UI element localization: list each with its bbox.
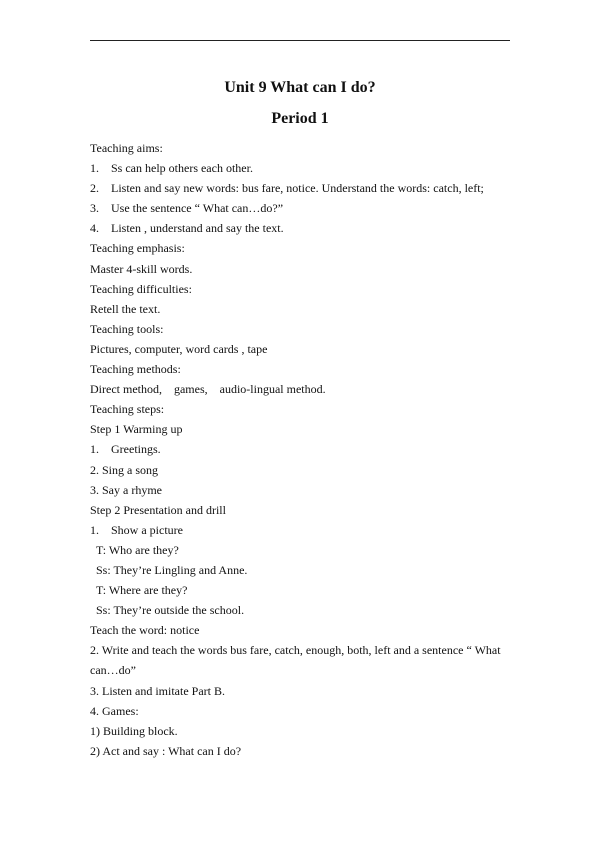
line-text: Use the sentence “ What can…do?”	[111, 201, 284, 216]
header-rule	[90, 40, 510, 41]
line-text: T: Where are they?	[96, 583, 188, 598]
text-line	[90, 640, 514, 680]
line-text: Teaching methods:	[90, 362, 181, 377]
list-number: 4.	[90, 221, 99, 236]
line-text: Teach the word: notice	[90, 623, 200, 638]
line-text: Show a picture	[111, 522, 183, 537]
text-line	[90, 580, 514, 600]
text-line	[90, 520, 514, 540]
text-line	[90, 218, 514, 238]
text-line	[90, 198, 514, 218]
line-text: 1) Building block.	[90, 723, 178, 738]
period-title: Period 1	[271, 110, 329, 127]
line-text: Direct method, games, audio-lingual method.	[90, 382, 326, 397]
list-number: 1.	[90, 522, 99, 537]
line-text: Step 1 Warming up	[90, 422, 183, 437]
text-line	[90, 500, 514, 520]
text-line	[90, 319, 514, 339]
line-text: 4. Games:	[90, 703, 139, 718]
text-line	[90, 600, 514, 620]
text-line	[90, 741, 514, 761]
line-text: Teaching emphasis:	[90, 241, 185, 256]
list-number: 1.	[90, 442, 99, 457]
line-text: Listen , understand and say the text.	[111, 221, 284, 236]
lesson-plan-body	[90, 138, 514, 761]
line-text: Ss can help others each other.	[111, 161, 253, 176]
line-text: T: Who are they?	[96, 542, 179, 557]
text-line	[90, 359, 514, 379]
line-text: 3. Listen and imitate Part B.	[90, 683, 225, 698]
text-line	[90, 399, 514, 419]
text-line	[90, 379, 514, 399]
line-text: Listen and say new words: bus fare, notice. Understand the words: catch, left;	[111, 181, 484, 196]
line-text: Teaching aims:	[90, 141, 163, 155]
text-line	[90, 560, 514, 580]
line-text: 2) Act and say : What can I do?	[90, 743, 242, 758]
text-line	[90, 138, 514, 158]
text-line	[90, 279, 514, 299]
line-text: 2. Sing a song	[90, 462, 159, 477]
text-line	[90, 620, 514, 640]
text-line	[90, 681, 514, 701]
line-text: Ss: They’re Lingling and Anne.	[96, 562, 248, 577]
list-number: 3.	[90, 201, 99, 216]
text-line	[90, 238, 514, 258]
line-text: Master 4-skill words.	[90, 261, 193, 276]
text-line	[90, 701, 514, 721]
line-text: Greetings.	[111, 442, 161, 457]
text-line	[90, 299, 514, 319]
list-number: 2.	[90, 181, 99, 196]
line-text: Teaching difficulties:	[90, 281, 192, 296]
line-text: Ss: They’re outside the school.	[96, 603, 245, 618]
text-line	[90, 339, 514, 359]
line-text: Teaching steps:	[90, 402, 165, 417]
text-line	[90, 158, 514, 178]
line-text: 2. Write and teach the words bus fare, catch, enough, both, left and a sentence “ What can…do”	[90, 643, 501, 678]
list-number: 1.	[90, 161, 99, 176]
line-text: Pictures, computer, word cards , tape	[90, 341, 268, 356]
text-line	[90, 460, 514, 480]
line-text: Retell the text.	[90, 301, 161, 316]
text-line	[90, 540, 514, 560]
text-line	[90, 178, 514, 198]
text-line	[90, 721, 514, 741]
text-line	[90, 259, 514, 279]
line-text: Step 2 Presentation and drill	[90, 502, 226, 517]
text-line	[90, 439, 514, 459]
line-text: 3. Say a rhyme	[90, 482, 162, 497]
line-text: Teaching tools:	[90, 321, 164, 336]
text-line	[90, 480, 514, 500]
unit-title: Unit 9 What can I do?	[224, 79, 376, 96]
text-line	[90, 419, 514, 439]
